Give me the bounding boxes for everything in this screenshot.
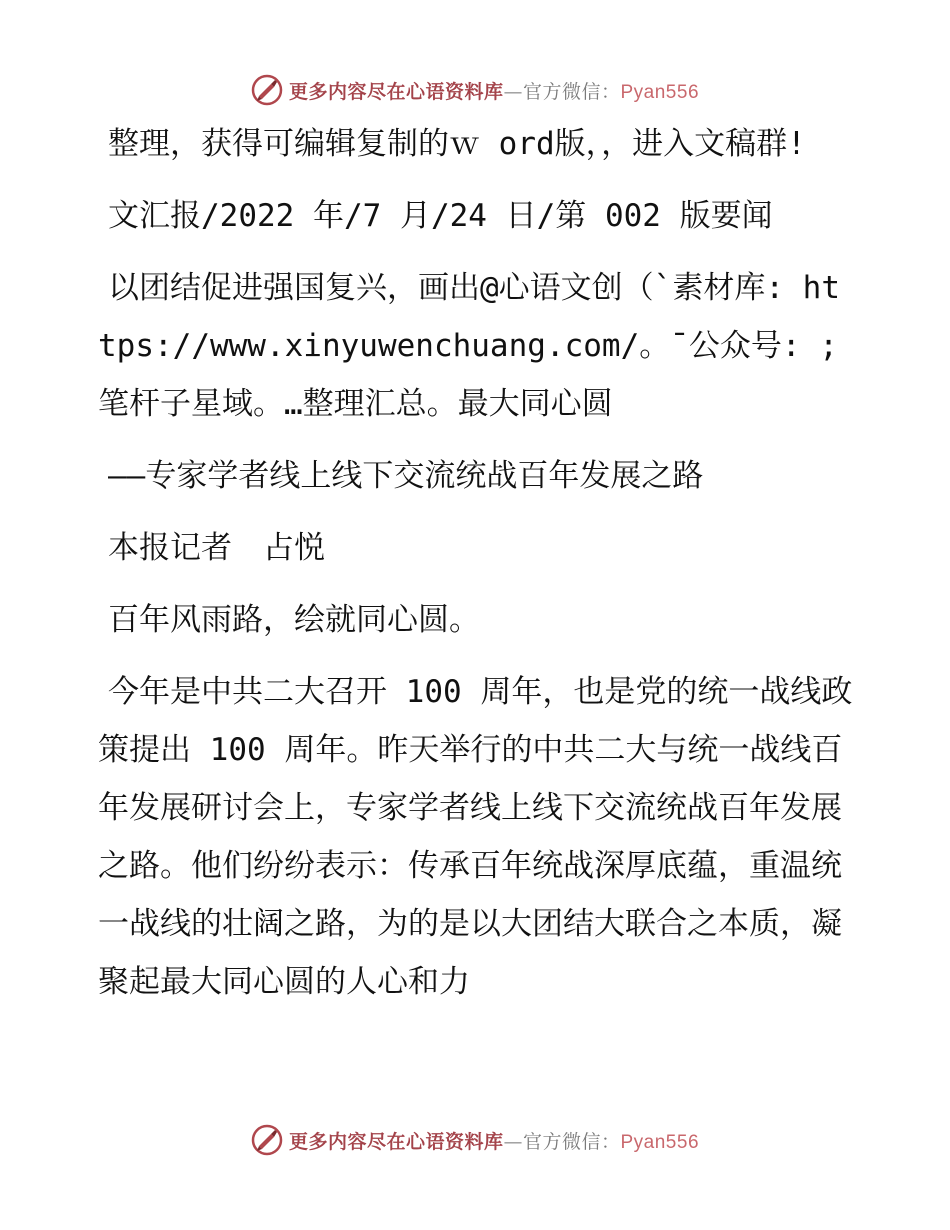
- pen-logo-icon: [251, 1124, 283, 1156]
- banner-wechat-label: 官方微信：: [522, 80, 621, 103]
- document-body: [98, 115, 858, 1011]
- banner-separator: —: [503, 1130, 523, 1153]
- banner-wechat-label: 官方微信：: [522, 1130, 621, 1153]
- header-watermark-banner: [0, 70, 950, 110]
- banner-main-text: 更多内容尽在心语资料库: [288, 1130, 504, 1153]
- banner-wechat-id: Pyan556: [620, 81, 700, 103]
- paragraph-body: 今年是中共二大召开 100 周年，也是党的统一战线政策提出 100 周年。昨天举行的中共二大与统一战线百年发展研讨会上，专家学者线上线下交流统战百年发展之路。他们纷纷表示：传承百年统战深厚底蕴，重温统一战线的壮阔之路，为的是以大团结大联合之本质，凝聚起最大同心圆的人心和力: [98, 674, 853, 1000]
- paragraph-byline: 本报记者 占悦: [108, 530, 325, 566]
- banner-main-text: 更多内容尽在心语资料库: [288, 80, 504, 103]
- paragraph-source: 文汇报/2022 年/7 月/24 日/第 002 版要闻: [108, 198, 773, 234]
- paragraph-subheadline: ——专家学者线上线下交流统战百年发展之路: [108, 458, 704, 494]
- pen-logo-icon: [251, 74, 283, 106]
- paragraph-lead: 百年风雨路，绘就同心圆。: [108, 602, 480, 638]
- footer-watermark-banner: [0, 1120, 950, 1160]
- banner-wechat-id: Pyan556: [620, 1131, 700, 1153]
- paragraph-intro: 整理，获得可编辑复制的ｗ ord版，，进入文稿群!: [108, 126, 806, 162]
- banner-separator: —: [503, 80, 523, 103]
- paragraph-headline: 以团结促进强国复兴，画出@心语文创（`素材库: https://www.xinyuwenchuang.com/。¯公众号: ;笔杆子星域。…整理汇总。最大同心圆: [98, 270, 840, 422]
